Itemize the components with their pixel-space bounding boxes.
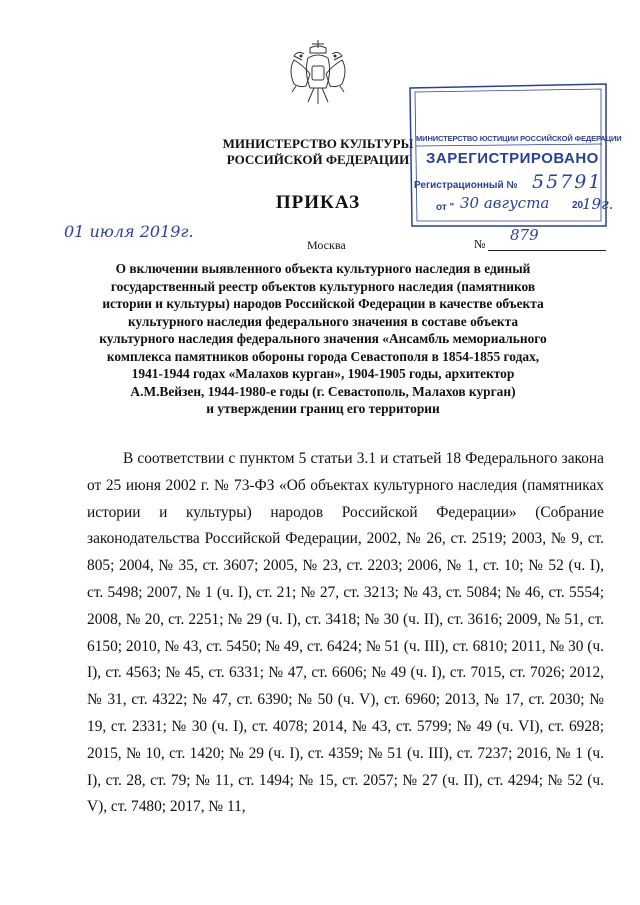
ministry-line-2: РОССИЙСКОЙ ФЕДЕРАЦИИ: [226, 152, 410, 167]
order-number-handwritten: 879: [510, 226, 539, 244]
stamp-registered-text: ЗАРЕГИСТРИРОВАНО: [426, 150, 599, 167]
stamp-year-handwritten: 19г.: [582, 195, 614, 213]
city: Москва: [307, 238, 346, 252]
heading-line: 1941-1944 годах «Малахов курган», 1904-1905 годы, архитектор: [131, 366, 515, 381]
order-heading: [88, 260, 558, 418]
heading-line: комплекса памятников обороны города Севастополя в 1854-1855 годах,: [106, 348, 540, 364]
heading-line: истории и культуры) народов Российской Федерации в качестве объекта: [102, 296, 544, 311]
heading-line: государственный реестр объектов культурного наследия (памятников: [110, 278, 536, 294]
stamp-reg-label: Регистрационный №: [414, 180, 518, 191]
stamp-reg-number: 55791: [532, 171, 603, 193]
stamp-date-handwritten: 30 августа: [460, 194, 550, 212]
heading-line: культурного наследия федерального значения в составе объекта: [127, 313, 519, 329]
signed-date-handwritten: 01 июля 2019г.: [64, 222, 194, 241]
stamp-from-label: от ": [436, 202, 455, 213]
ministry-name: [200, 136, 436, 168]
registration-stamp: [408, 82, 622, 228]
heading-line: О включении выявленного объекта культурного наследия в единый: [115, 261, 531, 276]
heading-line: А.М.Вейзен, 1944-1980-е годы (г. Севастополь, Малахов курган): [130, 383, 516, 399]
stamp-year-prefix: 20: [572, 200, 584, 211]
russian-double-headed-eagle-icon: [286, 38, 350, 108]
heading-line: культурного наследия федерального значения «Ансамбль мемориального: [99, 331, 547, 346]
body-paragraph: В соответствии с пунктом 5 статьи 3.1 и статьей 18 Федерального закона от 25 июня 2002 г. № 73-ФЗ «Об объектах культурного наследия (памятниках истории и культуры) народов Российской Федерации» (Собрание законодательства Российской Федерации, 2002, № 26, ст. 2519; 2003, № 9, ст. 805; 2004, № 35, ст. 3607; 2005, № 23, ст. 2203; 2006, № 1, ст. 10; № 52 (ч. I), ст. 5498; 2007, № 1 (ч. I), ст. 21; № 27, ст. 3213; № 43, ст. 5084; № 46, ст. 5554; 2008, № 20, ст. 2251; № 29 (ч. I), ст. 3418; № 30 (ч. II), ст. 3616; 2009, № 51, ст. 6150; 2010, № 43, ст. 5450; № 49, ст. 6424; № 51 (ч. III), ст. 6810; 2011, № 30 (ч. I), ст. 4563; № 45, ст. 6331; № 47, ст. 6606; № 49 (ч. I), ст. 7015, ст. 7026; 2012, № 31, ст. 4322; № 47, ст. 6390; № 50 (ч. V), ст. 6960; 2013, № 17, ст. 2030; № 19, ст. 2331; № 30 (ч. I), ст. 4078; 2014, № 43, ст. 5799; № 49 (ч. VI), ст. 6928; 2015, № 10, ст. 1420; № 29 (ч. I), ст. 4359; № 51 (ч. III), ст. 7237; 2016, № 1 (ч. I), ст. 28, ст. 79; № 11, ст. 1494; № 15, ст. 2057; № 27 (ч. II), ст. 4294; № 52 (ч. V), ст. 7480; 2017, № 11,: [87, 450, 604, 816]
order-title: ПРИКАЗ: [275, 192, 361, 213]
order-number-label: №: [474, 237, 486, 251]
order-number-line: [488, 250, 606, 251]
heading-line: и утверждении границ его территории: [206, 401, 440, 416]
ministry-line-1: МИНИСТЕРСТВО КУЛЬТУРЫ: [222, 136, 414, 151]
stamp-ministry-text: МИНИСТЕРСТВО ЮСТИЦИИ РОССИЙСКОЙ ФЕДЕРАЦИИ: [416, 134, 622, 143]
